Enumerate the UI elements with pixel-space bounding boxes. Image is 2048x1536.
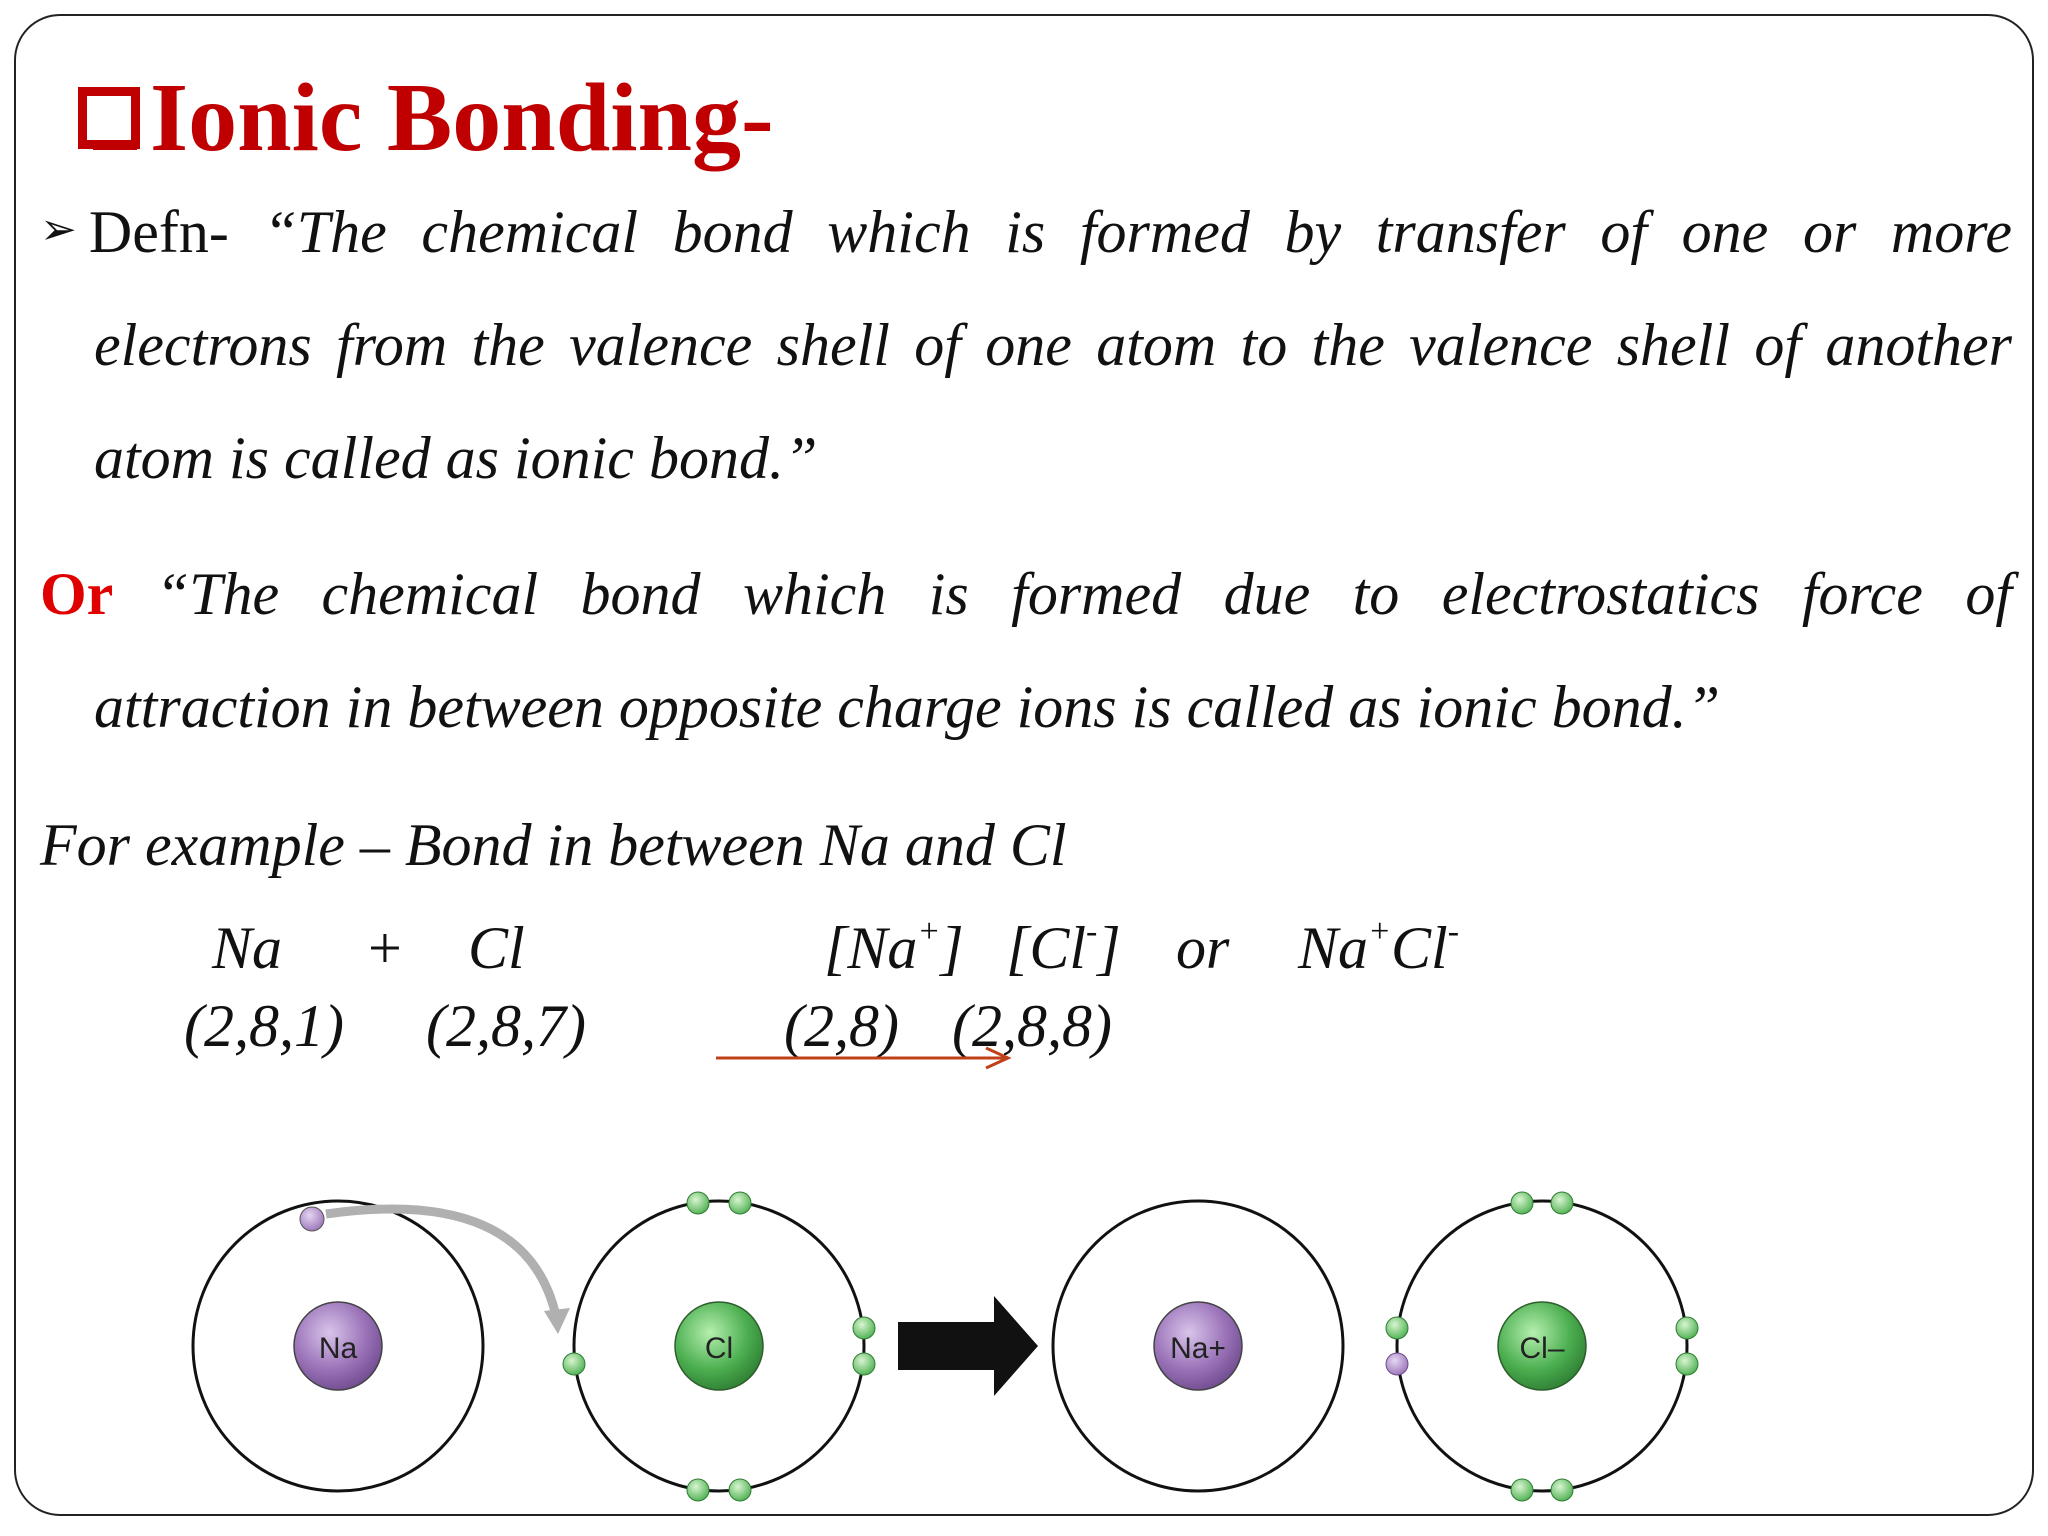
cl-ion-nucleus-label: Cl– — [1519, 1332, 1565, 1365]
sodium-ion — [1053, 1201, 1343, 1491]
eq-plus: + — [368, 915, 402, 981]
ionic-bond-diagram — [126, 1116, 1776, 1516]
eq-na-ion-config: (2,8) — [784, 993, 899, 1059]
na-nucleus-label: Na — [318, 1332, 358, 1365]
electron-transfer-arrow-icon — [326, 1209, 556, 1316]
title-text: Ionic Bonding- — [150, 64, 774, 172]
eq-cl-ion: [Cl-] — [1006, 913, 1121, 981]
eq-na-config: (2,8,1) — [184, 993, 344, 1059]
eq-or: or — [1176, 915, 1230, 981]
defn-label: Defn- — [88, 199, 229, 265]
alt-text-1: “The chemical bond which is formed due to electrostatics force of — [155, 561, 2012, 627]
eq-cl-ion-config: (2,8,8) — [952, 993, 1112, 1059]
reaction-arrow-icon — [716, 1046, 1016, 1070]
definition-line-3: atom is called as ionic bond.” — [94, 425, 818, 491]
eq-cl-config: (2,8,7) — [426, 993, 586, 1059]
eq-cl: Cl — [468, 915, 525, 981]
slide-title — [78, 58, 774, 178]
reaction-block-arrow-icon — [898, 1296, 1038, 1396]
slide-frame — [14, 14, 2034, 1516]
defn-text-1: “The chemical bond which is formed by transfer of one or more — [263, 199, 2013, 265]
alternate-definition-line-1 — [40, 560, 2012, 629]
eq-na: Na — [212, 915, 283, 981]
na-ion-nucleus-label: Na+ — [1170, 1332, 1226, 1365]
arrow-bullet-icon: ➢ — [40, 205, 77, 254]
checkbox-bullet-icon — [78, 87, 140, 149]
sodium-atom — [193, 1201, 483, 1491]
alternate-definition-line-2: attraction in between opposite charge ions is called as ionic bond.” — [94, 674, 1720, 740]
chlorine-atom — [563, 1192, 875, 1501]
or-label: Or — [40, 561, 114, 627]
eq-na-ion: [Na+] — [824, 913, 964, 981]
cl-nucleus-label: Cl — [704, 1332, 734, 1365]
chloride-ion — [1386, 1192, 1698, 1501]
definition-line-1 — [40, 198, 2012, 267]
eq-nacl: Na+Cl- — [1298, 913, 1460, 981]
example-heading: For example – Bond in between Na and Cl — [40, 812, 1067, 878]
definition-line-2: electrons from the valence shell of one atom to the valence shell of another — [94, 312, 2012, 378]
